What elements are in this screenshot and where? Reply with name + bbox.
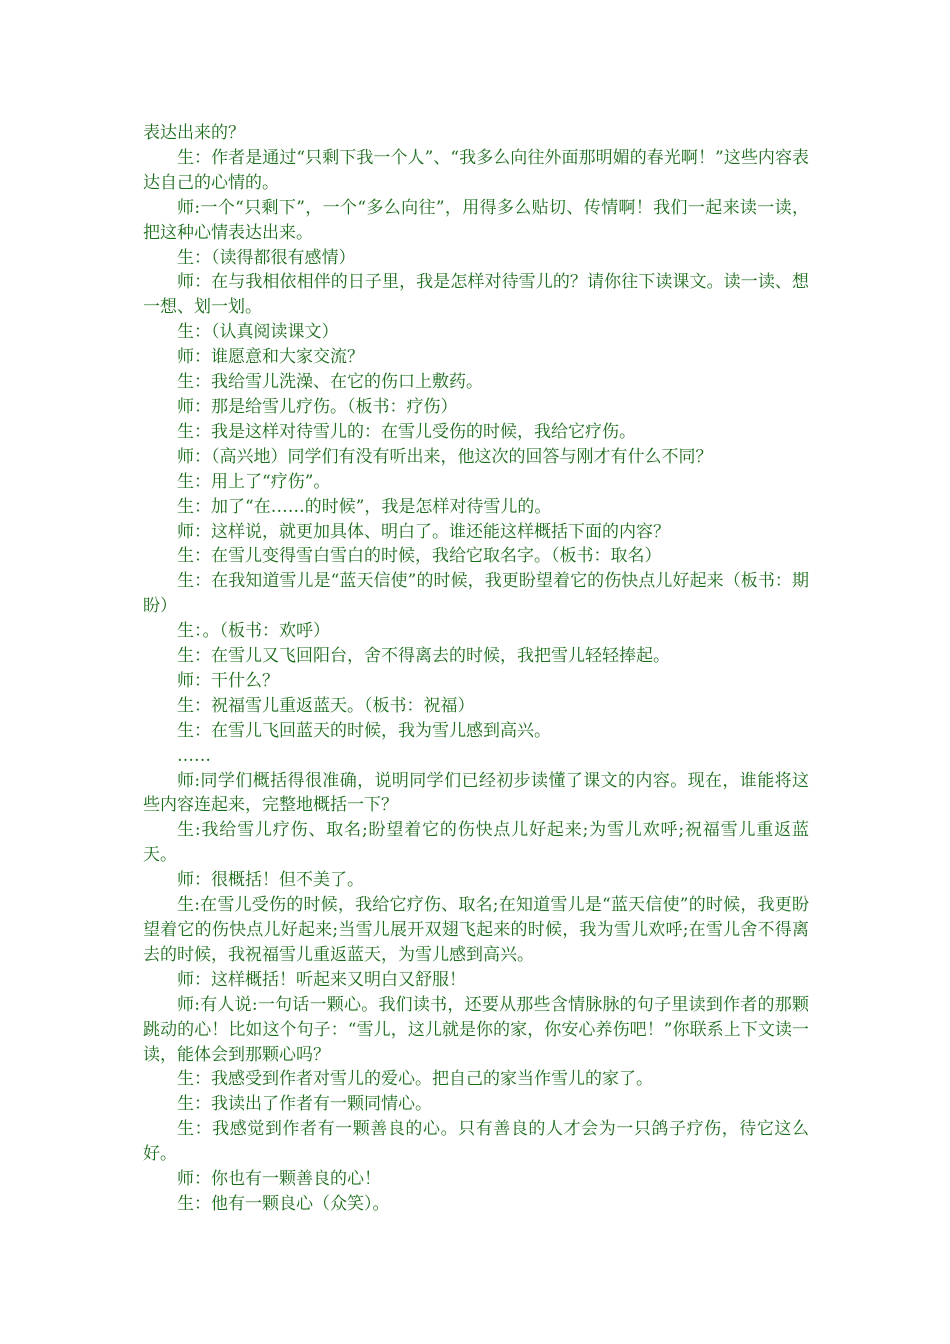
dialogue-paragraph: 生:我给雪儿疗伤、取名;盼望着它的伤快点儿好起来;为雪儿欢呼;祝福雪儿重返蓝天。 xyxy=(143,820,809,866)
dialogue-paragraph: 生：。（板书：欢呼） xyxy=(177,621,330,642)
dialogue-paragraph: 生：用上了“疗伤”。 xyxy=(177,471,331,492)
dialogue-paragraph: 生：在我知道雪儿是“蓝天信使”的时候，我更盼望着它的伤快点儿好起来（板书：期盼） xyxy=(143,571,809,617)
dialogue-paragraph: 师：谁愿意和大家交流？ xyxy=(177,347,364,368)
dialogue-paragraph: …… xyxy=(177,745,211,766)
dialogue-paragraph: 生：我感受到作者对雪儿的爱心。把自己的家当作雪儿的家了。 xyxy=(177,1069,653,1090)
dialogue-paragraph: 生：我给雪儿洗澡、在它的伤口上敷药。 xyxy=(177,372,483,393)
dialogue-paragraph: 师:同学们概括得很准确，说明同学们已经初步读懂了课文的内容。现在，谁能将这些内容连起来，完整地概括一下？ xyxy=(143,770,809,816)
dialogue-paragraph: 师：干什么？ xyxy=(177,670,279,691)
dialogue-paragraph: 师：你也有一颗善良的心！ xyxy=(177,1169,381,1190)
dialogue-paragraph: 生：（认真阅读课文） xyxy=(177,322,339,343)
dialogue-paragraph: 师：这样说，就更加具体、明白了。谁还能这样概括下面的内容？ xyxy=(177,521,670,542)
dialogue-paragraph: 生：作者是通过“只剩下我一个人”、“我多么向往外面那明媚的春光啊！”这些内容表达自己的心情的。 xyxy=(143,147,809,193)
dialogue-paragraph: 生：在雪儿变得雪白雪白的时候，我给它取名字。（板书：取名） xyxy=(177,546,662,567)
dialogue-paragraph: 生：祝福雪儿重返蓝天。（板书：祝福） xyxy=(177,695,475,716)
dialogue-paragraph: 师：很概括！但不美了。 xyxy=(177,870,364,891)
dialogue-paragraph: 生：他有一颗良心（众笑）。 xyxy=(177,1193,390,1214)
dialogue-paragraph: 师:一个“只剩下”，一个“多么向往”，用得多么贴切、传情啊！我们一起来读一读，把这种心情表达出来。 xyxy=(143,197,809,243)
document-page xyxy=(143,121,809,1217)
dialogue-paragraph: 生：在雪儿飞回蓝天的时候，我为雪儿感到高兴。 xyxy=(177,720,551,741)
dialogue-paragraph: 生：我是这样对待雪儿的：在雪儿受伤的时候，我给它疗伤。 xyxy=(177,421,636,442)
dialogue-paragraph: 生：（读得都很有感情） xyxy=(177,247,356,268)
dialogue-paragraph: 生：加了“在……的时候”，我是怎样对待雪儿的。 xyxy=(177,496,552,517)
dialogue-paragraph: 师:有人说:一句话一颗心。我们读书，还要从那些含情脉脉的句子里读到作者的那颗跳动的心！比如这个句子：“雪儿，这儿就是你的家，你安心养伤吧！”你联系上下文读一读，能体会到那颗心吗？ xyxy=(143,994,809,1065)
dialogue-paragraph: 生：我感觉到作者有一颗善良的心。只有善良的人才会为一只鸽子疗伤，待它这么好。 xyxy=(143,1119,809,1165)
dialogue-paragraph: 师：（高兴地）同学们有没有听出来，他这次的回答与刚才有什么不同？ xyxy=(177,446,713,467)
dialogue-paragraph: 师：这样概括！听起来又明白又舒服！ xyxy=(177,969,466,990)
dialogue-paragraph: 表达出来的？ xyxy=(143,123,245,143)
dialogue-paragraph: 生：在雪儿又飞回阳台，舍不得离去的时候，我把雪儿轻轻捧起。 xyxy=(177,646,670,667)
dialogue-paragraph: 生：我读出了作者有一颗同情心。 xyxy=(177,1094,432,1115)
dialogue-paragraph: 师：在与我相依相伴的日子里，我是怎样对待雪儿的？请你往下读课文。读一读、想一想、划一划。 xyxy=(143,272,809,318)
dialogue-paragraph: 师：那是给雪儿疗伤。（板书：疗伤） xyxy=(177,396,458,417)
dialogue-paragraph: 生:在雪儿受伤的时候，我给它疗伤、取名;在知道雪儿是“蓝天信使”的时候，我更盼望着它的伤快点儿好起来;当雪儿展开双翅飞起来的时候，我为雪儿欢呼;在雪儿舍不得离去的时候，我祝福雪儿重返蓝天，为雪儿感到高兴。 xyxy=(143,895,809,965)
